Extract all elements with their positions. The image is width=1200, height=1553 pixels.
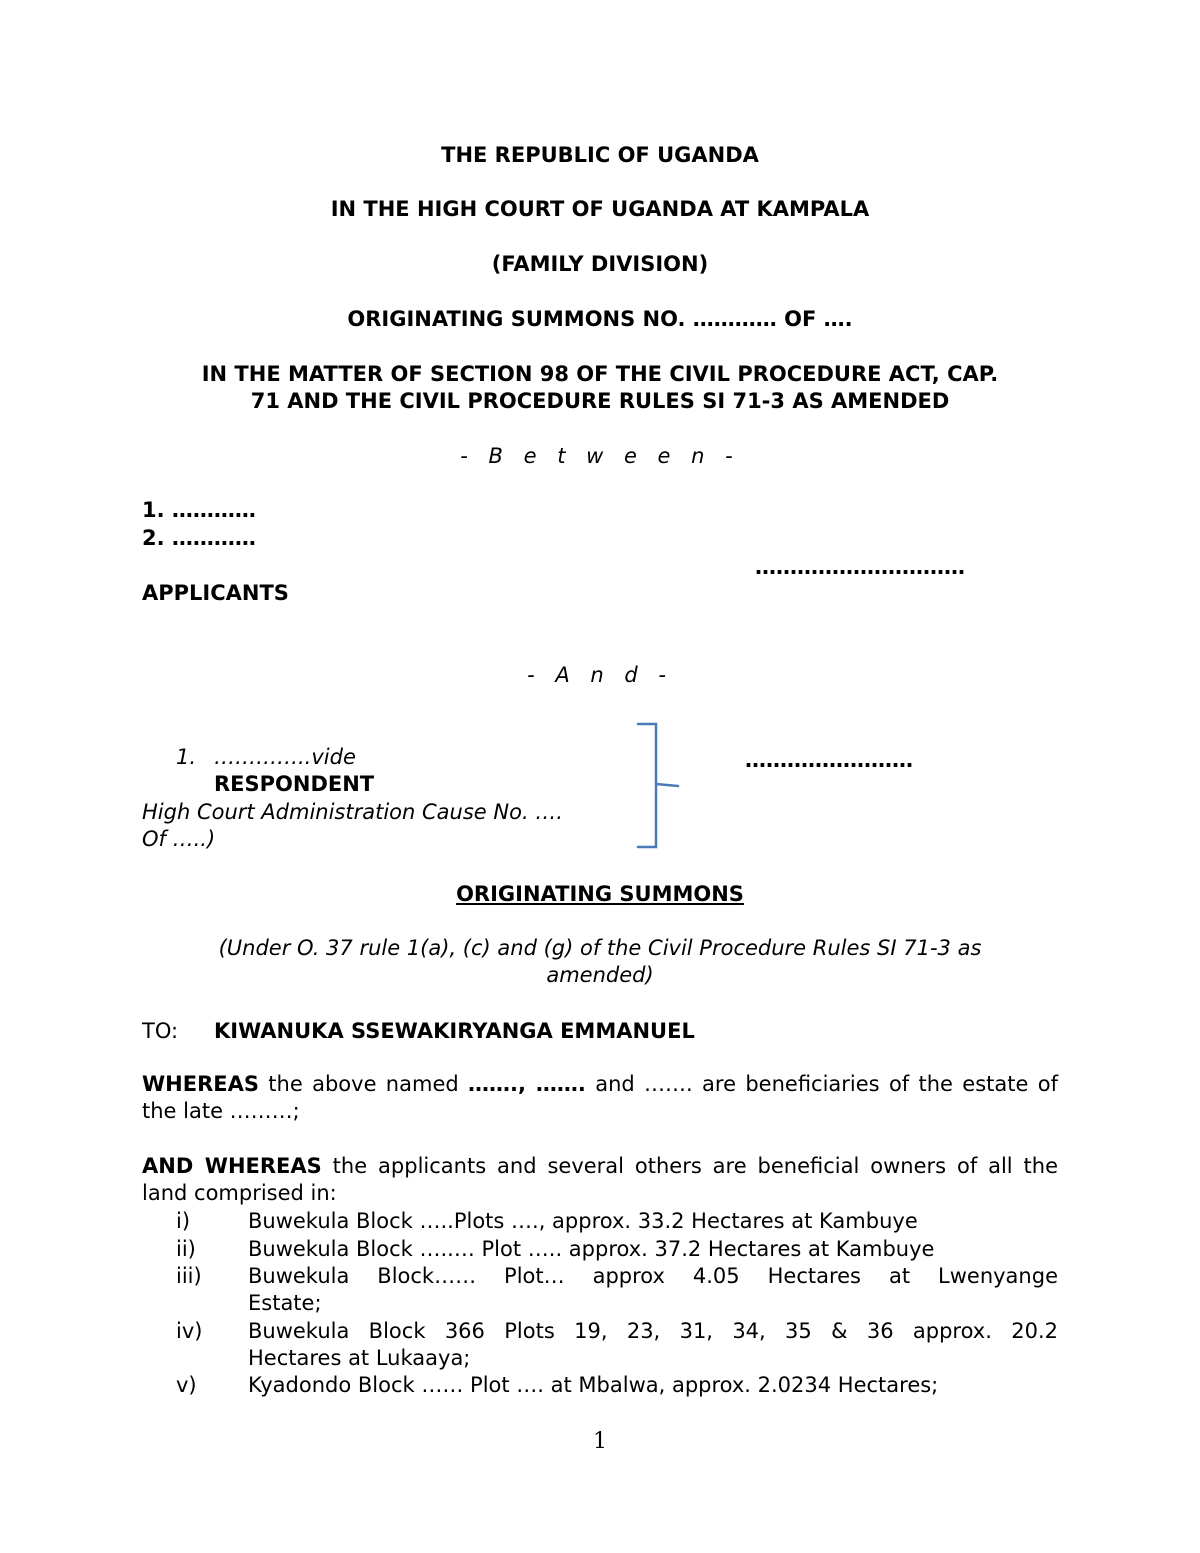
- respondent-dots: ……………………: [745, 748, 913, 772]
- under-rule-line-2: amended): [546, 963, 654, 987]
- whereas-text-1: the above named: [258, 1072, 469, 1096]
- applicant-1: 1. …………: [142, 498, 256, 522]
- respondent-cause-line-2: Of …..): [142, 827, 216, 851]
- list-item-number: ii): [176, 1237, 196, 1261]
- respondent-number: 1.: [176, 745, 197, 769]
- between-label: - B e t w e e n -: [460, 444, 740, 468]
- and-whereas-keyword: AND WHEREAS: [142, 1154, 322, 1178]
- list-item-number: iii): [176, 1264, 202, 1288]
- respondent-vide: …………..vide: [214, 745, 356, 769]
- to-label: TO:: [142, 1019, 179, 1043]
- and-label: - A n d -: [527, 663, 673, 687]
- summons-number: ORIGINATING SUMMONS NO. ………… OF ….: [347, 307, 853, 331]
- whereas-keyword: WHEREAS: [142, 1072, 259, 1096]
- list-item-number: v): [176, 1373, 197, 1397]
- respondent-label: RESPONDENT: [214, 772, 375, 796]
- list-item-number: iv): [176, 1319, 203, 1343]
- whereas-paragraph: [142, 1071, 1058, 1125]
- court-heading: IN THE HIGH COURT OF UGANDA AT KAMPALA: [330, 197, 870, 221]
- under-rule-line-1: (Under O. 37 rule 1(a), (c) and (g) of the Civil Procedure Rules SI 71-3 as: [218, 936, 982, 960]
- matter-line-1: IN THE MATTER OF SECTION 98 OF THE CIVIL PROCEDURE ACT, CAP.: [201, 362, 999, 386]
- list-item-number: i): [176, 1209, 191, 1233]
- respondent-cause-line-1: High Court Administration Cause No. ….: [142, 800, 563, 824]
- summons-title: ORIGINATING SUMMONS: [456, 882, 744, 906]
- list-item-text: Buwekula Block …..Plots …., approx. 33.2 Hectares at Kambuye: [248, 1209, 918, 1233]
- whereas-text-2: and ……. are beneficiaries of the estate of the late ………;: [142, 1072, 1058, 1123]
- whereas-names: ……., …….: [468, 1072, 586, 1096]
- list-item-text-cont: Estate;: [248, 1291, 322, 1315]
- page-number: 1: [593, 1429, 607, 1454]
- division-heading: (FAMILY DIVISION): [491, 252, 709, 276]
- right-brace: [630, 718, 690, 854]
- matter-line-2: 71 AND THE CIVIL PROCEDURE RULES SI 71-3 AS AMENDED: [250, 389, 950, 413]
- list-item-text-cont: Hectares at Lukaaya;: [248, 1346, 471, 1370]
- list-item-text: Buwekula Block…… Plot… approx 4.05 Hectares at Lwenyange: [248, 1264, 1058, 1288]
- applicants-label: APPLICANTS: [142, 581, 289, 605]
- applicant-2: 2. …………: [142, 526, 256, 550]
- and-whereas-paragraph: [142, 1153, 1058, 1207]
- list-item-text: Kyadondo Block …… Plot …. at Mbalwa, approx. 2.0234 Hectares;: [248, 1373, 939, 1397]
- and-whereas-text: the applicants and several others are beneficial owners of all the land comprised in:: [142, 1154, 1059, 1205]
- list-item-text: Buwekula Block 366 Plots 19, 23, 31, 34, 35 & 36 approx. 20.2: [248, 1319, 1058, 1343]
- to-name: KIWANUKA SSEWAKIRYANGA EMMANUEL: [214, 1019, 695, 1043]
- list-item-text: Buwekula Block …..… Plot ….. approx. 37.2 Hectares at Kambuye: [248, 1237, 935, 1261]
- applicants-dots: …………………………: [755, 555, 965, 579]
- republic-heading: THE REPUBLIC OF UGANDA: [441, 143, 759, 167]
